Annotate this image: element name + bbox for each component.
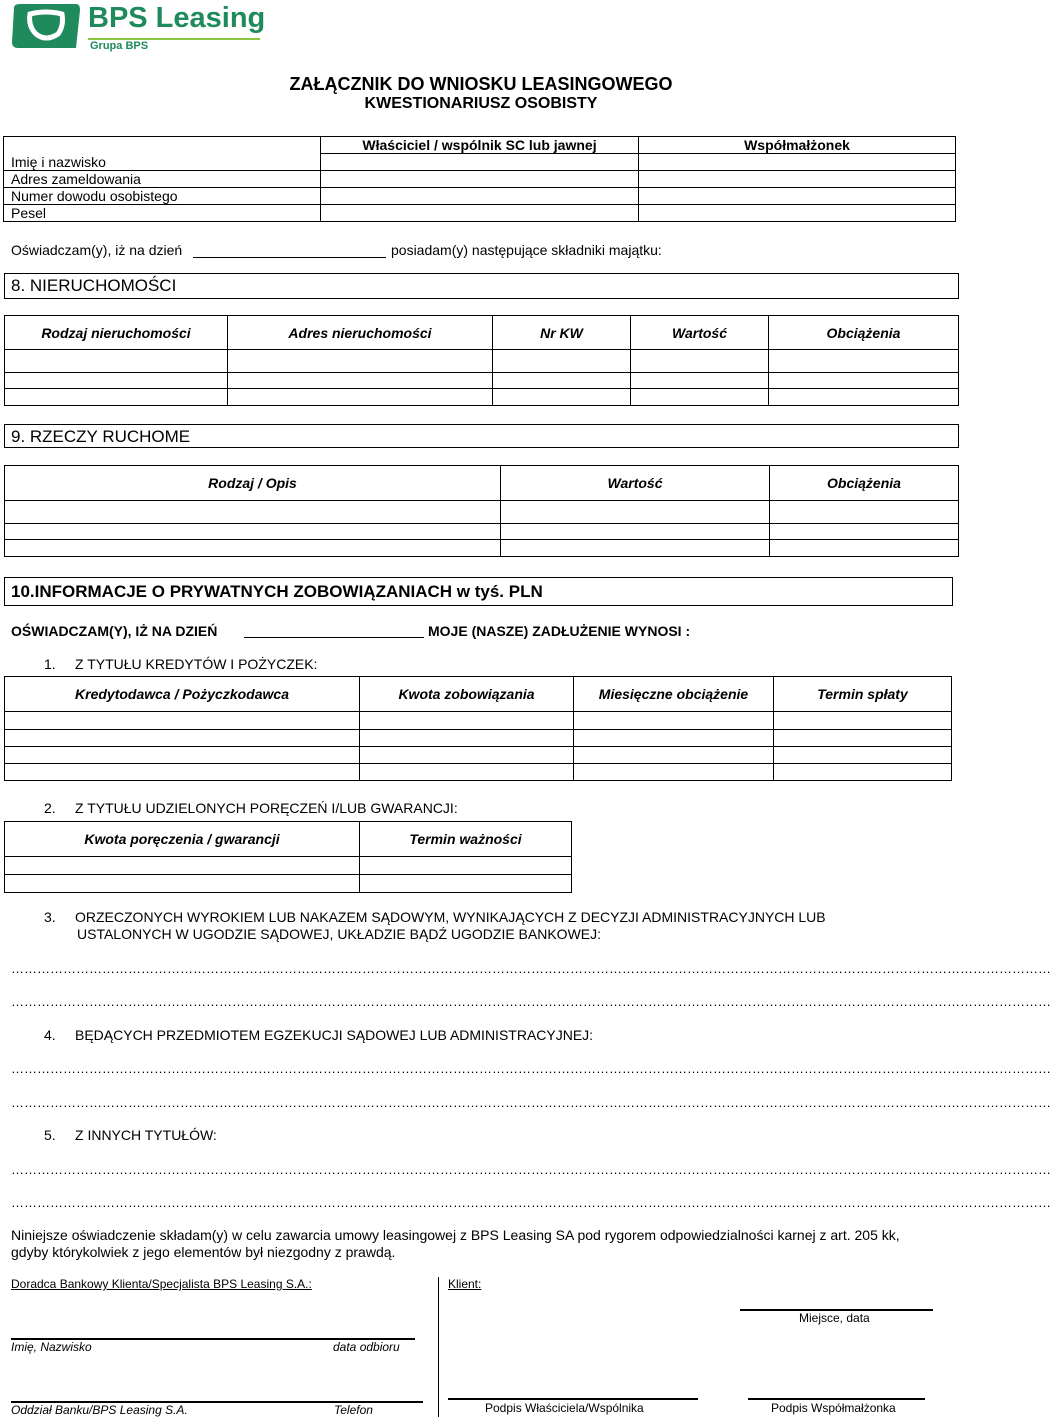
table-cell[interactable] bbox=[501, 501, 770, 524]
section-9-header bbox=[4, 424, 959, 448]
item-4-answer-line-2[interactable]: …………………………………………………………………………………………………………………………………………………………………………………………………………………… bbox=[11, 1095, 1051, 1110]
place-date-label: Miejsce, data bbox=[799, 1311, 870, 1325]
table-cell[interactable] bbox=[631, 389, 769, 406]
movables-table bbox=[4, 465, 959, 557]
section-9-title: 9. RZECZY RUCHOME bbox=[11, 427, 191, 446]
table-cell[interactable] bbox=[5, 730, 360, 747]
receipt-date-label: data odbioru bbox=[333, 1340, 400, 1354]
col-movable-type: Rodzaj / Opis bbox=[5, 466, 501, 501]
table-cell[interactable] bbox=[360, 764, 574, 781]
debt-date-field[interactable] bbox=[244, 637, 424, 638]
spouse-signature-label: Podpis Współmałżonka bbox=[771, 1401, 896, 1415]
table-cell[interactable] bbox=[769, 389, 959, 406]
debt-declaration-prefix: OŚWIADCZAM(Y), IŻ NA DZIEŃ bbox=[11, 623, 218, 639]
table-cell[interactable] bbox=[5, 501, 501, 524]
row-label-id-number: Numer dowodu osobistego bbox=[4, 188, 321, 205]
table-cell[interactable] bbox=[574, 747, 774, 764]
item-4-title: BĘDĄCYCH PRZEDMIOTEM EGZEKUCJI SĄDOWEJ LUB ADMINISTRACYJNEJ: bbox=[75, 1027, 594, 1043]
table-cell[interactable] bbox=[770, 540, 959, 557]
table-cell[interactable] bbox=[493, 389, 631, 406]
document-title: ZAŁĄCZNIK DO WNIOSKU LEASINGOWEGO bbox=[289, 74, 673, 94]
table-cell[interactable] bbox=[228, 373, 493, 389]
table-cell[interactable] bbox=[5, 373, 228, 389]
table-cell[interactable] bbox=[360, 712, 574, 730]
item-5-title: Z INNYCH TYTUŁÓW: bbox=[75, 1127, 217, 1143]
debt-declaration-suffix: MOJE (NASZE) ZADŁUŻENIE WYNOSI : bbox=[428, 623, 691, 639]
section-10-title: 10.INFORMACJE O PRYWATNYCH ZOBOWIĄZANIACH w tyś. PLN bbox=[11, 582, 543, 601]
item-3-line-2: USTALONYCH W UGODZIE SĄDOWEJ, UKŁADZIE BĄDŹ UGODZIE BANKOWEJ: bbox=[77, 926, 602, 942]
owner-address-field[interactable] bbox=[321, 171, 639, 188]
col-property-type: Rodzaj nieruchomości bbox=[5, 316, 228, 350]
table-cell[interactable] bbox=[574, 712, 774, 730]
owner-column-header: Właściciel / wspólnik SC lub jawnej bbox=[321, 137, 639, 154]
item-4-number: 4. bbox=[44, 1027, 56, 1043]
declaration-date-field[interactable] bbox=[193, 257, 386, 258]
table-cell[interactable] bbox=[5, 857, 360, 875]
item-3-number: 3. bbox=[44, 909, 56, 925]
table-cell[interactable] bbox=[5, 540, 501, 557]
table-cell[interactable] bbox=[5, 875, 360, 893]
table-cell[interactable] bbox=[5, 747, 360, 764]
table-cell[interactable] bbox=[774, 764, 952, 781]
loans-table bbox=[4, 676, 952, 781]
spouse-address-field[interactable] bbox=[639, 171, 956, 188]
client-label: Klient: bbox=[448, 1277, 482, 1291]
spouse-signature-field[interactable] bbox=[748, 1398, 925, 1400]
bps-leasing-logo-icon bbox=[10, 2, 82, 52]
spouse-name-field[interactable] bbox=[639, 154, 956, 171]
declaration-prefix: Oświadczam(y), iż na dzień bbox=[11, 242, 183, 258]
table-cell[interactable] bbox=[631, 350, 769, 373]
col-lender: Kredytodawca / Pożyczkodawca bbox=[5, 677, 360, 712]
row-label-name: Imię i nazwisko bbox=[4, 154, 321, 171]
col-land-register: Nr KW bbox=[493, 316, 631, 350]
col-movable-encumbrance: Obciążenia bbox=[770, 466, 959, 501]
row-label-pesel: Pesel bbox=[4, 205, 321, 222]
table-cell[interactable] bbox=[5, 350, 228, 373]
item-3-answer-line-1[interactable]: …………………………………………………………………………………………………………………………………………………………………………………………………………………… bbox=[11, 961, 1051, 976]
col-monthly-payment: Miesięczne obciążenie bbox=[574, 677, 774, 712]
table-cell[interactable] bbox=[501, 540, 770, 557]
item-5-answer-line-1[interactable]: …………………………………………………………………………………………………………………………………………………………………………………………………………………… bbox=[11, 1162, 1051, 1177]
real-estate-table bbox=[4, 315, 959, 406]
col-property-address: Adres nieruchomości bbox=[228, 316, 493, 350]
col-guarantee-validity: Termin ważności bbox=[360, 822, 572, 857]
signature-divider bbox=[438, 1277, 439, 1417]
table-cell[interactable] bbox=[774, 712, 952, 730]
spouse-id-field[interactable] bbox=[639, 188, 956, 205]
table-cell[interactable] bbox=[5, 524, 501, 540]
table-cell[interactable] bbox=[228, 350, 493, 373]
table-cell[interactable] bbox=[631, 373, 769, 389]
owner-signature-label: Podpis Właściciela/Wspólnika bbox=[485, 1401, 644, 1415]
spouse-column-header: Współmałżonek bbox=[639, 137, 956, 154]
col-repayment-date: Termin spłaty bbox=[774, 677, 952, 712]
advisor-label: Doradca Bankowy Klienta/Specjalista BPS Leasing S.A.: bbox=[11, 1277, 312, 1291]
table-cell[interactable] bbox=[360, 730, 574, 747]
col-guarantee-amount: Kwota poręczenia / gwarancji bbox=[5, 822, 360, 857]
table-cell[interactable] bbox=[574, 730, 774, 747]
branch-label: Oddział Banku/BPS Leasing S.A. bbox=[11, 1403, 188, 1417]
section-8-title: 8. NIERUCHOMOŚCI bbox=[11, 276, 177, 295]
col-loan-amount: Kwota zobowiązania bbox=[360, 677, 574, 712]
table-cell[interactable] bbox=[5, 389, 228, 406]
col-movable-value: Wartość bbox=[501, 466, 770, 501]
table-cell[interactable] bbox=[774, 730, 952, 747]
document-subtitle: KWESTIONARIUSZ OSOBISTY bbox=[364, 95, 598, 112]
logo-brand-text: BPS Leasing bbox=[88, 2, 266, 34]
table-cell[interactable] bbox=[770, 501, 959, 524]
item-1-number: 1. bbox=[44, 656, 56, 672]
owner-name-field[interactable] bbox=[321, 154, 639, 171]
table-cell[interactable] bbox=[774, 747, 952, 764]
table-cell[interactable] bbox=[360, 747, 574, 764]
col-property-encumbrance: Obciążenia bbox=[769, 316, 959, 350]
item-1-title: Z TYTUŁU KREDYTÓW I POŻYCZEK: bbox=[75, 656, 318, 672]
item-3-answer-line-2[interactable]: …………………………………………………………………………………………………………………………………………………………………………………………………………………… bbox=[11, 994, 1051, 1009]
liability-statement-line-1: Niniejsze oświadczenie składam(y) w celu zawarcia umowy leasingowej z BPS Leasing SA pod rygorem odpowiedzialności karnej z art. 205 kk, bbox=[11, 1227, 900, 1243]
owner-signature-field[interactable] bbox=[448, 1398, 698, 1400]
table-cell[interactable] bbox=[769, 350, 959, 373]
owner-pesel-field[interactable] bbox=[321, 205, 639, 222]
table-cell[interactable] bbox=[228, 389, 493, 406]
section-8-header bbox=[4, 273, 959, 299]
table-cell[interactable] bbox=[769, 373, 959, 389]
company-logo bbox=[10, 2, 270, 54]
table-cell[interactable] bbox=[360, 857, 572, 875]
table-cell[interactable] bbox=[493, 373, 631, 389]
item-5-number: 5. bbox=[44, 1127, 56, 1143]
table-cell[interactable] bbox=[360, 875, 572, 893]
table-cell[interactable] bbox=[5, 712, 360, 730]
item-2-title: Z TYTUŁU UDZIELONYCH PORĘCZEŃ I/LUB GWARANCJI: bbox=[75, 800, 458, 816]
item-2-number: 2. bbox=[44, 800, 56, 816]
spouse-pesel-field[interactable] bbox=[639, 205, 956, 222]
table-cell[interactable] bbox=[5, 764, 360, 781]
phone-label: Telefon bbox=[334, 1403, 373, 1417]
personal-data-table bbox=[3, 136, 956, 222]
item-4-answer-line-1[interactable]: …………………………………………………………………………………………………………………………………………………………………………………………………………………… bbox=[11, 1061, 1051, 1076]
item-3-line-1: ORZECZONYCH WYROKIEM LUB NAKAZEM SĄDOWYM, WYNIKAJĄCYCH Z DECYZJI ADMINISTRACYJNYCH LUB bbox=[75, 909, 826, 925]
liability-statement-line-2: gdyby którykolwiek z jego elementów był niezgodny z prawdą. bbox=[11, 1244, 396, 1260]
table-cell[interactable] bbox=[770, 524, 959, 540]
guarantees-table bbox=[4, 821, 572, 893]
advisor-name-label: Imię, Nazwisko bbox=[11, 1340, 92, 1354]
table-cell[interactable] bbox=[493, 350, 631, 373]
item-5-answer-line-2[interactable]: …………………………………………………………………………………………………………………………………………………………………………………………………………………… bbox=[11, 1195, 1051, 1210]
declaration-suffix: posiadam(y) następujące składniki majątku: bbox=[391, 242, 662, 258]
row-label-address: Adres zameldowania bbox=[4, 171, 321, 188]
col-property-value: Wartość bbox=[631, 316, 769, 350]
section-10-header bbox=[4, 577, 953, 606]
logo-sub-text: Grupa BPS bbox=[90, 40, 149, 52]
owner-id-field[interactable] bbox=[321, 188, 639, 205]
table-cell[interactable] bbox=[501, 524, 770, 540]
table-cell[interactable] bbox=[574, 764, 774, 781]
